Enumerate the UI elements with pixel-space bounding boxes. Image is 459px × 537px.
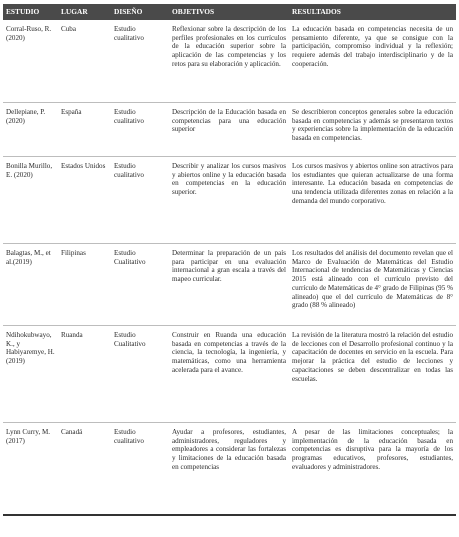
cell-estudio: Lynn Curry, M. (2017)	[6, 428, 51, 445]
cell-diseno: Estudio Cualitativo	[114, 331, 146, 348]
cell-diseno: Estudio cualitativo	[114, 428, 144, 445]
cell-diseno: Estudio cualitativo	[114, 162, 144, 179]
cell-objetivos: Reflexionar sobre la descripción de los perfiles profesionales en los currículos de la educación superior sobre la aplicación de las competencias y los retos para su elaboración y aplicación.	[172, 25, 286, 68]
cell-objetivos: Determinar la preparación de un país para participar en una evaluación internacional a gran escala a través del mapeo curricular.	[172, 249, 286, 284]
cell-lugar: Ruanda	[61, 331, 83, 339]
table-row	[3, 244, 456, 326]
cell-resultados: A pesar de las limitaciones conceptuales; la implementación de la educación basada en competencias es disruptiva para la mayoría de los programas educativos, profesores, estudiantes, evaluadores y administradores.	[292, 428, 453, 471]
cell-lugar: Filipinas	[61, 249, 86, 257]
cell-objetivos: Construir en Ruanda una educación basada en competencias a través de la ciencia, la tecnología, la ingeniería, y matemáticas, como una herramienta acelerada para el avance.	[172, 331, 286, 374]
cell-objetivos: Descripción de la Educación basada en competencias para una educación superior	[172, 108, 286, 134]
cell-resultados: Se describieron conceptos generales sobre la educación basada en competencias y además se presentaron textos y experiencias sobre la implementación de la educación basada en competencias.	[292, 108, 453, 143]
cell-lugar: España	[61, 108, 82, 116]
table-header	[3, 4, 456, 20]
cell-lugar: Estados Unidos	[61, 162, 106, 170]
table-body	[3, 20, 456, 515]
cell-resultados: La revisión de la literatura mostró la relación del estudio de lecciones con el Desarrollo profesional continuo y la capacitación de docentes en servicio en la escuela. Para mejorar la práctica del estudio de lecciones y capacitaciones se deben descentralizar en todas las escuelas.	[292, 331, 453, 383]
header-objetivos: OBJETIVOS	[169, 4, 289, 20]
header-diseno: DISEÑO	[111, 4, 169, 20]
cell-estudio: Bonilla Murillo, E. (2020)	[6, 162, 53, 179]
table-row	[3, 20, 456, 103]
header-lugar: LUGAR	[58, 4, 111, 20]
studies-table	[3, 4, 456, 516]
cell-objetivos: Ayudar a profesores, estudiantes, administradores, reguladores y empleadores a considerar las fortalezas y limitaciones de la educación basada en competencias	[172, 428, 286, 471]
cell-resultados: La educación basada en competencias necesita de un pensamiento diferente, ya que se consigue con la participación, compromiso individual y la reflexión; requiere además del trabajo interdisciplinario y de la cooperación.	[292, 25, 453, 68]
cell-diseno: Estudio Cualitativo	[114, 249, 146, 266]
header-estudio: ESTUDIO	[3, 4, 58, 20]
table-row	[3, 326, 456, 423]
table-row	[3, 157, 456, 244]
header-row	[3, 4, 456, 20]
cell-estudio: Corral-Ruso, R. (2020)	[6, 25, 52, 42]
cell-estudio: Balagtas, M., et al.(2019)	[6, 249, 51, 266]
cell-resultados: Los resultados del análisis del documento revelan que el Marco de Evaluación de Matemáticas del Estudio Internacional de tendencias de Matemáticas y Ciencias 2015 está alineado con el currículo previsto del currículo de Matemáticas de 4° grado de Filipinas (95 % alineado) que el del currículo de Matemáticas de 8° grado (88 % alineado)	[292, 249, 453, 310]
cell-estudio: Dellepiane, P. (2020)	[6, 108, 46, 125]
cell-estudio: Ndihokubwayo, K., y Habiyaremye, H. (2019)	[6, 331, 55, 366]
table-row	[3, 423, 456, 516]
cell-lugar: Canadá	[61, 428, 83, 436]
cell-diseno: Estudio cualitativo	[114, 25, 144, 42]
cell-lugar: Cuba	[61, 25, 76, 33]
table-row	[3, 103, 456, 157]
cell-objetivos: Describir y analizar los cursos masivos y abiertos online y la educación basada en competencias en la educación superior.	[172, 162, 286, 197]
header-resultados: RESULTADOS	[289, 4, 456, 20]
cell-resultados: Los cursos masivos y abiertos online son atractivos para los estudiantes que quieran actualizarse de una forma interesante. La educación basada en competencias de una tendencia utilizada diferentes zonas en relación a la demanda del mundo corporativo.	[292, 162, 453, 205]
cell-diseno: Estudio cualitativo	[114, 108, 144, 125]
